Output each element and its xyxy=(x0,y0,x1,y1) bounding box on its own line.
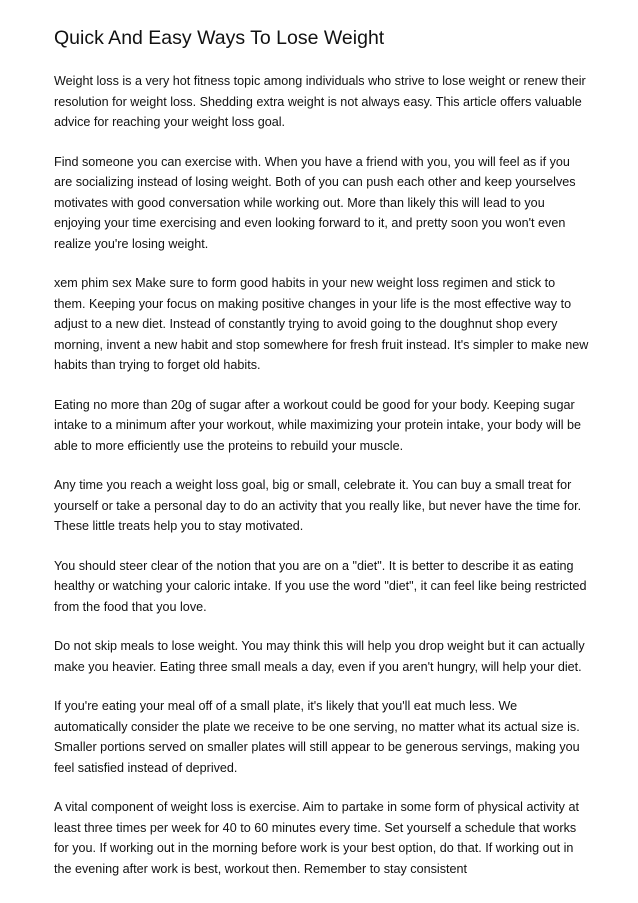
paragraph-diet-notion: You should steer clear of the notion that you are on a "diet". It is better to describe it as eating healthy or watching your caloric intake. If you use the word "diet", it can feel like being restricted from the food that you love. xyxy=(54,558,587,614)
paragraph-small-plate: If you're eating your meal off of a small plate, it's likely that you'll eat much less. We automatically consider the plate we receive to be one serving, no matter what its actual size is. Smaller portions served on smaller plates will still appear to be generous servings, making you feel satisfied instead of deprived. xyxy=(54,699,580,775)
paragraph-exercise-schedule: A vital component of weight loss is exercise. Aim to partake in some form of physical activity at least three times per week for 40 to 60 minutes every time. Set yourself a schedule that works for you. If working out in the morning before work is your best option, do that. If working out in the evening after work is best, workout then. Remember to stay consistent xyxy=(54,800,579,876)
paragraph-exercise-partner: Find someone you can exercise with. When you have a friend with you, you will feel as if you are socializing instead of losing weight. Both of you can push each other and keep yourselves motivates with good conversation while working out. More than likely this will lead to you enjoying your time exercising and even looking forward to it, and pretty soon you won't even realize you're losing weight. xyxy=(54,154,576,251)
paragraph-sugar-intake: Eating no more than 20g of sugar after a workout could be good for your body. Keeping sugar intake to a minimum after your workout, while maximizing your protein intake, your body will be able to more efficiently use the proteins to rebuild your muscle. xyxy=(54,397,582,453)
paragraph-celebrate-goals: Any time you reach a weight loss goal, big or small, celebrate it. You can buy a small treat for yourself or take a personal day to do an activity that you really like, but never have the time for. These little treats help you to stay motivated. xyxy=(54,478,582,533)
paragraph-intro: Weight loss is a very hot fitness topic among individuals who strive to lose weight or renew their resolution for weight loss. Shedding extra weight is not always easy. This article offers valuable advice for reaching your weight loss goal. xyxy=(54,74,586,129)
document-title: Quick And Easy Ways To Lose Weight xyxy=(54,27,385,49)
paragraph-good-habits: xem phim sex Make sure to form good habits in your new weight loss regimen and stick to them. Keeping your focus on making positive changes in your life is the most effective way to adjust to a new diet. Instead of constantly trying to avoid going to the doughnut shop every morning, invent a new habit and stop somewhere for fresh fruit instead. It's simpler to make new habits than trying to forget old habits. xyxy=(54,276,589,372)
paragraph-skip-meals: Do not skip meals to lose weight. You may think this will help you drop weight but it can actually make you heavier. Eating three small meals a day, even if you aren't hungry, will help your diet. xyxy=(54,639,585,674)
document-page xyxy=(54,26,590,898)
